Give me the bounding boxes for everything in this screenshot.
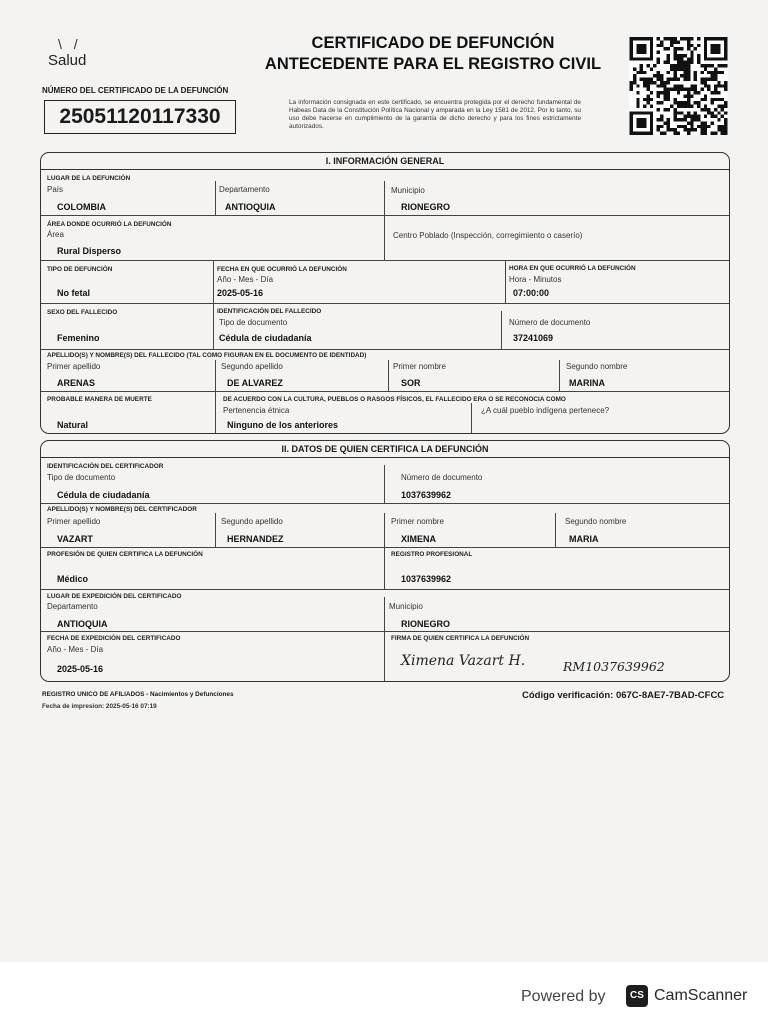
certificate-number: 25051120117330	[44, 100, 236, 134]
sexo-label: SEXO DEL FALLECIDO	[47, 309, 118, 316]
section-certifier-info	[40, 440, 730, 682]
area-main-label: ÁREA DONDE OCURRIÓ LA DEFUNCIÓN	[47, 221, 172, 228]
nombres-fallecido-label: APELLIDO(S) Y NOMBRE(S) DEL FALLECIDO (TAL COMO FIGURAN EN EL DOCUMENTO DE IDENTIDAD)	[47, 352, 367, 359]
numero-documento-value: 37241069	[513, 333, 554, 343]
firma-label: FIRMA DE QUIEN CERTIFICA LA DEFUNCIÓN	[391, 635, 530, 642]
municipio-value: RIONEGRO	[401, 202, 451, 212]
signature-rm: RM1037639962	[563, 659, 665, 674]
tipo-documento-value: Cédula de ciudadanía	[219, 333, 312, 343]
pertenencia-etnica-value: Ninguno de los anteriores	[227, 420, 339, 430]
municipio-label: Municipio	[391, 186, 425, 195]
certificador-tipo-doc-value: Cédula de ciudadanía	[57, 490, 150, 500]
certificador-primer-apellido-value: VAZART	[57, 534, 93, 544]
segundo-apellido-label: Segundo apellido	[221, 362, 283, 371]
fecha-defuncion-label: FECHA EN QUE OCURRIÓ LA DEFUNCIÓN	[217, 266, 347, 273]
segundo-apellido-value: DE ALVAREZ	[227, 378, 283, 388]
pais-value: COLOMBIA	[57, 202, 106, 212]
certificate-number-label: NÚMERO DEL CERTIFICADO DE LA DEFUNCIÓN	[42, 86, 229, 95]
segundo-nombre-label: Segundo nombre	[566, 362, 628, 371]
signature-name: Ximena Vazart H.	[401, 653, 526, 669]
sexo-value: Femenino	[57, 333, 100, 343]
certificador-segundo-nombre-label: Segundo nombre	[565, 517, 627, 526]
salud-logo-mark: \ /	[58, 36, 82, 52]
pueblo-indigena-label: ¿A cuál pueblo indígena pertenece?	[481, 406, 610, 415]
manera-muerte-label: PROBABLE MANERA DE MUERTE	[47, 396, 152, 403]
tipo-defuncion-label: TIPO DE DEFUNCIÓN	[47, 266, 113, 273]
section-certifier-info-title: II. DATOS DE QUIEN CERTIFICA LA DEFUNCIÓN	[41, 441, 729, 458]
certificador-num-doc-label: Número de documento	[401, 473, 483, 482]
fecha-defuncion-format: Año - Mes - Día	[217, 275, 274, 284]
cultura-label: DE ACUERDO CON LA CULTURA, PUEBLOS O RASGOS FÍSICOS, EL FALLECIDO ERA O SE RECONOCIA COMO	[223, 396, 566, 403]
qr-code-icon	[628, 37, 729, 135]
area-label: Área	[47, 230, 64, 239]
hora-defuncion-label: HORA EN QUE OCURRIÓ LA DEFUNCIÓN	[509, 265, 636, 272]
area-value: Rural Disperso	[57, 246, 122, 256]
primer-nombre-value: SOR	[401, 378, 421, 388]
primer-nombre-label: Primer nombre	[393, 362, 446, 371]
registro-profesional-label: REGISTRO PROFESIONAL	[391, 551, 473, 558]
camscanner-brand-text: CamScanner	[654, 987, 748, 1004]
registro-unico-text: REGISTRO UNICO DE AFILIADOS - Nacimientos y Defunciones	[42, 691, 234, 698]
certificador-segundo-apellido-value: HERNANDEZ	[227, 534, 284, 544]
fecha-defuncion-value: 2025-05-16	[217, 288, 264, 298]
profesion-value: Médico	[57, 574, 89, 584]
pertenencia-etnica-label: Pertenencia étnica	[223, 406, 290, 415]
certificador-tipo-doc-label: Tipo de documento	[47, 473, 116, 482]
fecha-expedicion-value: 2025-05-16	[57, 664, 104, 674]
certificador-segundo-nombre-value: MARIA	[569, 534, 599, 544]
certificador-segundo-apellido-label: Segundo apellido	[221, 517, 283, 526]
certificador-primer-nombre-value: XIMENA	[401, 534, 437, 544]
certificador-primer-nombre-label: Primer nombre	[391, 517, 444, 526]
departamento-label: Departamento	[219, 185, 270, 194]
manera-muerte-value: Natural	[57, 420, 89, 430]
codigo-verificacion-text: Código verificación: 067C-8AE7-7BAD-CFCC	[522, 690, 725, 701]
expedicion-municipio-label: Municipio	[389, 602, 423, 611]
hora-defuncion-value: 07:00:00	[513, 288, 550, 298]
salud-logo-text: Salud	[48, 52, 87, 69]
lugar-label: LUGAR DE LA DEFUNCIÓN	[47, 175, 131, 182]
certificador-num-doc-value: 1037639962	[401, 490, 452, 500]
expedicion-departamento-value: ANTIOQUIA	[57, 619, 108, 629]
lugar-expedicion-label: LUGAR DE EXPEDICIÓN DEL CERTIFICADO	[47, 593, 182, 600]
section-general-info-title: I. INFORMACIÓN GENERAL	[41, 153, 729, 170]
document-title-line2: ANTECEDENTE PARA EL REGISTRO CIVIL	[264, 55, 602, 73]
privacy-notice: La información consignada en este certificado, se encuentra protegida por el derecho fundamental de Habeas Data de la Constitución Política Nacional y amparada en la Ley 1581 de 2012. Por lo tanto, su uso debe hacerse en cumplimiento de la garantía de dicho derecho y para los fines estrictamente autorizados.	[289, 99, 581, 130]
fecha-expedicion-label: FECHA DE EXPEDICIÓN DEL CERTIFICADO	[47, 635, 181, 642]
fecha-expedicion-format: Año - Mes - Día	[47, 645, 104, 654]
certificador-identificacion-label: IDENTIFICACIÓN DEL CERTIFICADOR	[47, 463, 164, 470]
hora-defuncion-format: Hora - Minutos	[509, 275, 562, 284]
numero-documento-label: Número de documento	[509, 318, 591, 327]
pais-label: País	[47, 185, 64, 194]
expedicion-departamento-label: Departamento	[47, 602, 98, 611]
section-general-info	[40, 152, 730, 434]
tipo-defuncion-value: No fetal	[57, 288, 91, 298]
departamento-value: ANTIOQUIA	[225, 202, 276, 212]
expedicion-municipio-value: RIONEGRO	[401, 619, 451, 629]
primer-apellido-value: ARENAS	[57, 378, 96, 388]
camscanner-logo-icon: CS	[626, 985, 648, 1007]
profesion-label: PROFESIÓN DE QUIEN CERTIFICA LA DEFUNCIÓN	[47, 551, 203, 558]
primer-apellido-label: Primer apellido	[47, 362, 101, 371]
registro-profesional-value: 1037639962	[401, 574, 452, 584]
document-title-line1: CERTIFICADO DE DEFUNCIÓN	[311, 34, 555, 52]
identificacion-fallecido-label: IDENTIFICACIÓN DEL FALLECIDO	[217, 308, 322, 315]
powered-by-text: Powered by	[521, 988, 606, 1005]
certificador-nombres-label: APELLIDO(S) Y NOMBRE(S) DEL CERTIFICADOR	[47, 506, 197, 513]
centro-poblado-label: Centro Poblado (Inspección, corregimiento o caserío)	[393, 231, 583, 240]
fecha-impresion-text: Fecha de impresion: 2025-05-16 07:19	[42, 703, 157, 710]
certificador-primer-apellido-label: Primer apellido	[47, 517, 101, 526]
segundo-nombre-value: MARINA	[569, 378, 605, 388]
tipo-documento-label: Tipo de documento	[219, 318, 288, 327]
